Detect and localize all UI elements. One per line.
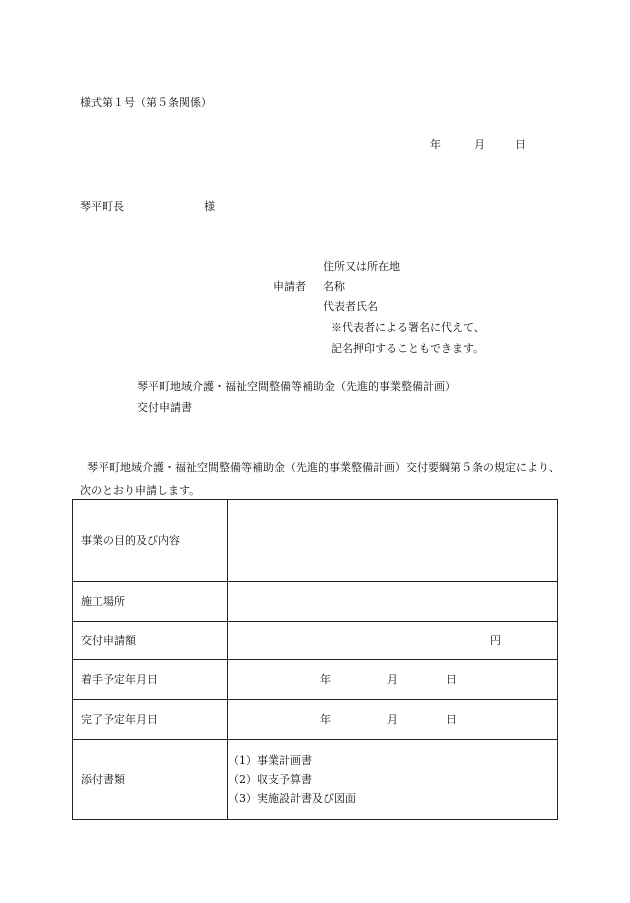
applicant-address-label: 住所又は所在地 bbox=[323, 260, 400, 273]
location-label: 施工場所 bbox=[73, 582, 228, 622]
attachments-label: 添付書類 bbox=[73, 740, 228, 820]
date-month-label: 月 bbox=[474, 138, 485, 151]
location-field[interactable] bbox=[228, 582, 558, 622]
purpose-field[interactable] bbox=[228, 500, 558, 582]
attachment-item: （3）実施設計書及び図面 bbox=[228, 792, 356, 805]
table-row bbox=[73, 740, 558, 820]
date-year-label: 年 bbox=[430, 138, 441, 151]
start-year-label: 年 bbox=[320, 672, 331, 686]
applicant-name-label: 名称 bbox=[323, 280, 345, 293]
end-day-label: 日 bbox=[446, 712, 457, 726]
body-text-line2: 次のとおり申請します。 bbox=[80, 484, 201, 497]
table-row bbox=[73, 622, 558, 660]
applicant-representative-label: 代表者氏名 bbox=[323, 300, 378, 313]
table-row bbox=[73, 582, 558, 622]
addressee-honorific: 様 bbox=[204, 200, 215, 213]
start-day-label: 日 bbox=[446, 672, 457, 686]
signature-note-line1: ※代表者による署名に代えて、 bbox=[331, 321, 485, 334]
applicant-label: 申請者 bbox=[273, 280, 306, 293]
application-table bbox=[72, 499, 558, 820]
end-date-field[interactable] bbox=[228, 700, 558, 740]
start-date-label: 着手予定年月日 bbox=[73, 660, 228, 700]
table-row bbox=[73, 500, 558, 582]
end-date-label: 完了予定年月日 bbox=[73, 700, 228, 740]
document-title-line2: 交付申請書 bbox=[137, 401, 192, 414]
purpose-label: 事業の目的及び内容 bbox=[73, 500, 228, 582]
amount-field[interactable] bbox=[228, 622, 558, 660]
form-number: 様式第１号（第５条関係） bbox=[80, 96, 212, 109]
attachments-list bbox=[228, 740, 558, 820]
attachment-item: （2）収支予算書 bbox=[228, 773, 312, 786]
addressee-name: 琴平町長 bbox=[80, 200, 124, 213]
body-text-line1: 琴平町地域介護・福祉空間整備等補助金（先進的事業整備計画）交付要綱第５条の規定により、 bbox=[87, 461, 560, 474]
table-row bbox=[73, 700, 558, 740]
document-title-line1: 琴平町地域介護・福祉空間整備等補助金（先進的事業整備計画） bbox=[137, 380, 456, 393]
end-year-label: 年 bbox=[320, 712, 331, 726]
end-month-label: 月 bbox=[387, 712, 398, 726]
start-date-field[interactable] bbox=[228, 660, 558, 700]
table-row bbox=[73, 660, 558, 700]
amount-unit: 円 bbox=[490, 633, 501, 647]
signature-note-line2: 記名押印することもできます。 bbox=[331, 342, 485, 355]
start-month-label: 月 bbox=[387, 672, 398, 686]
application-date bbox=[0, 138, 630, 152]
amount-label: 交付申請額 bbox=[73, 622, 228, 660]
attachment-item: （1）事業計画書 bbox=[228, 754, 312, 767]
date-day-label: 日 bbox=[515, 138, 526, 151]
